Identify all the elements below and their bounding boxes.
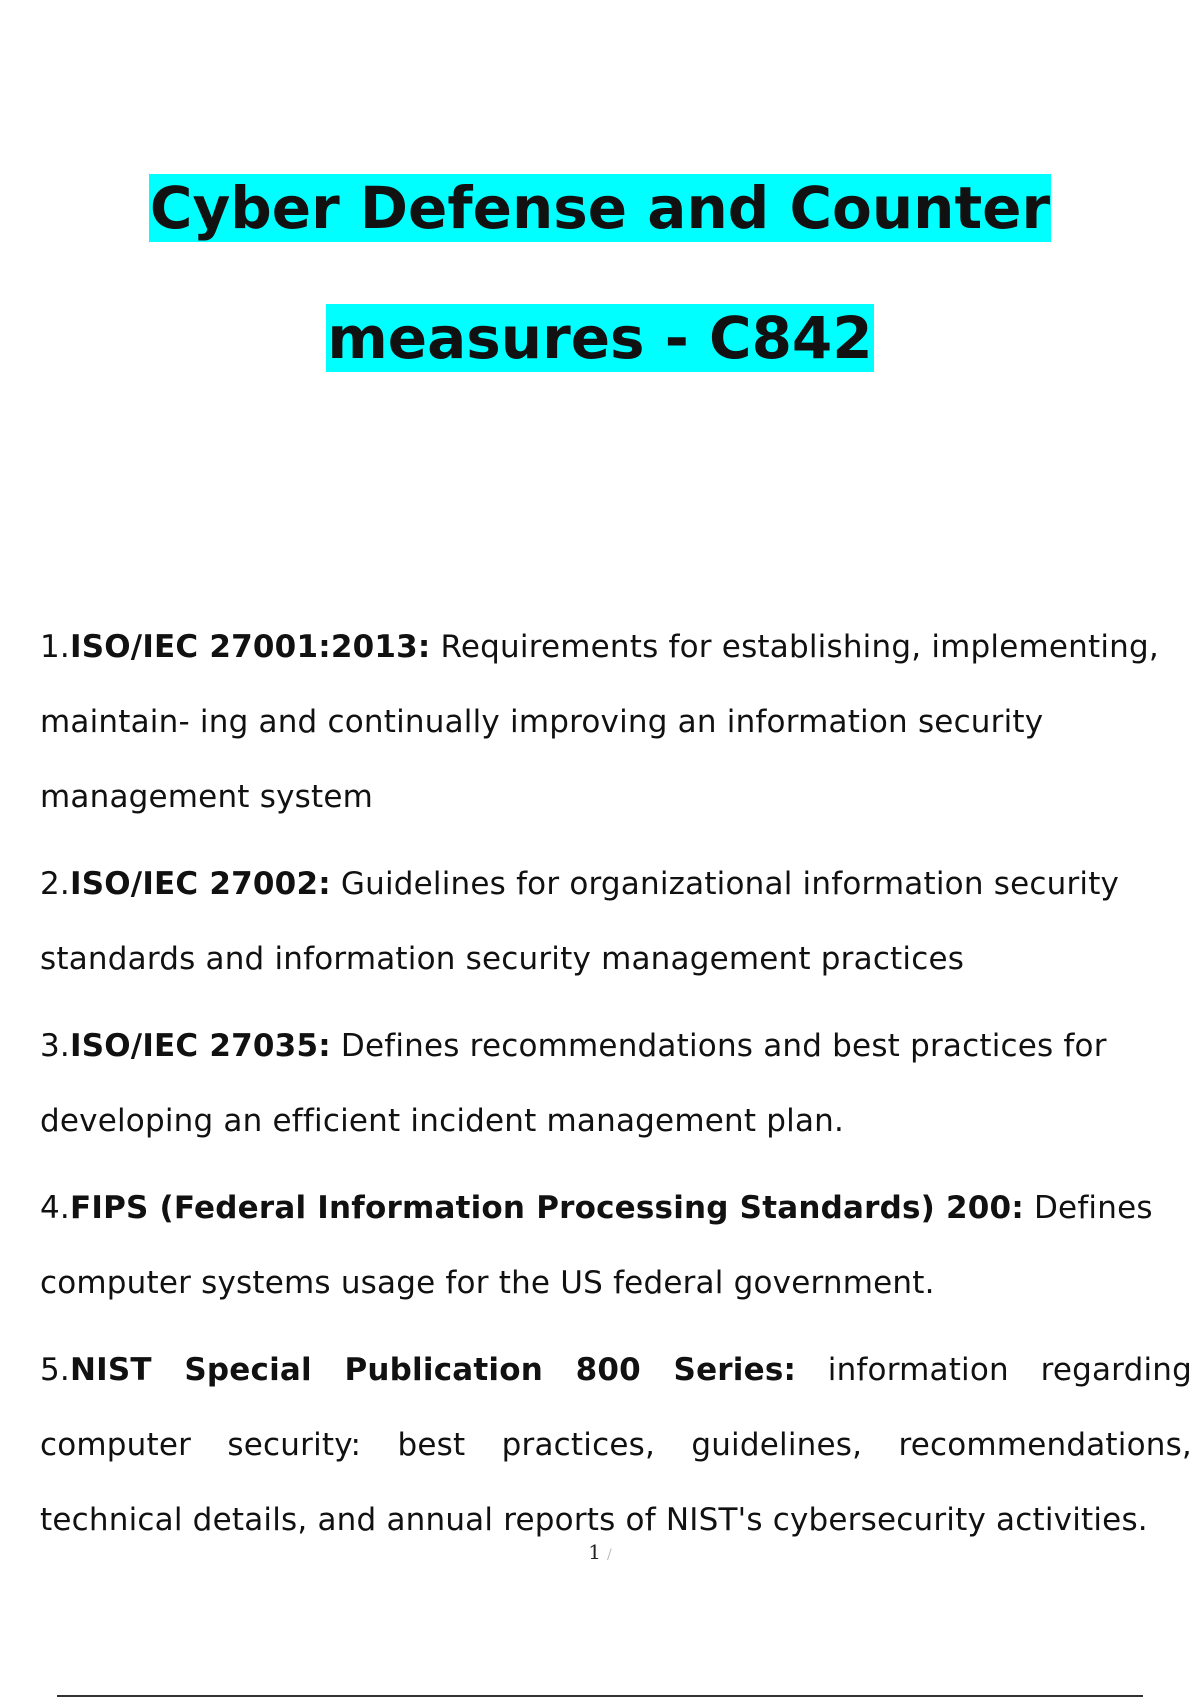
- item-number: 2.: [40, 866, 70, 902]
- list-item: [40, 1009, 1192, 1159]
- title-highlight-1: Cyber Defense and Counter: [149, 174, 1051, 242]
- item-term: NIST Special Publication 800 Series:: [69, 1352, 797, 1388]
- item-number: 1.: [40, 629, 70, 665]
- standards-list: [40, 610, 1192, 1570]
- item-description: Defines recommendations and best practices for developing an efficient incident management plan.: [40, 1028, 1107, 1139]
- item-number: 3.: [40, 1028, 70, 1064]
- title-highlight-2: measures - C842: [327, 304, 873, 372]
- item-term: ISO/IEC 27035:: [69, 1028, 331, 1064]
- item-description: Guidelines for organizational information security standards and information security management practices: [40, 866, 1120, 977]
- item-description: information regarding computer security: best practices, guidelines, recommendations, technical details, and annual reports of NIST's cybersecurity activities.: [40, 1352, 1192, 1538]
- page-number: [0, 1540, 1200, 1564]
- item-term: ISO/IEC 27002:: [69, 866, 331, 902]
- item-description: Defines computer systems usage for the US federal government.: [40, 1190, 1153, 1301]
- item-number: 5.: [40, 1352, 70, 1388]
- document-title-line-2: [0, 305, 1200, 371]
- item-term: FIPS (Federal Information Processing Standards) 200:: [69, 1190, 1024, 1226]
- page-number-suffix: /: [607, 1547, 612, 1563]
- item-number: 4.: [40, 1190, 70, 1226]
- list-item: [40, 847, 1192, 997]
- footer-divider: [57, 1695, 1143, 1697]
- list-item: [40, 1171, 1192, 1321]
- document-title-line-1: [0, 175, 1200, 241]
- list-item: [40, 610, 1192, 835]
- item-description: Requirements for establishing, implementing, maintain- ing and continually improving an information security management system: [40, 629, 1159, 815]
- page-number-value: 1: [588, 1540, 601, 1564]
- item-term: ISO/IEC 27001:2013:: [69, 629, 431, 665]
- list-item: [40, 1333, 1192, 1558]
